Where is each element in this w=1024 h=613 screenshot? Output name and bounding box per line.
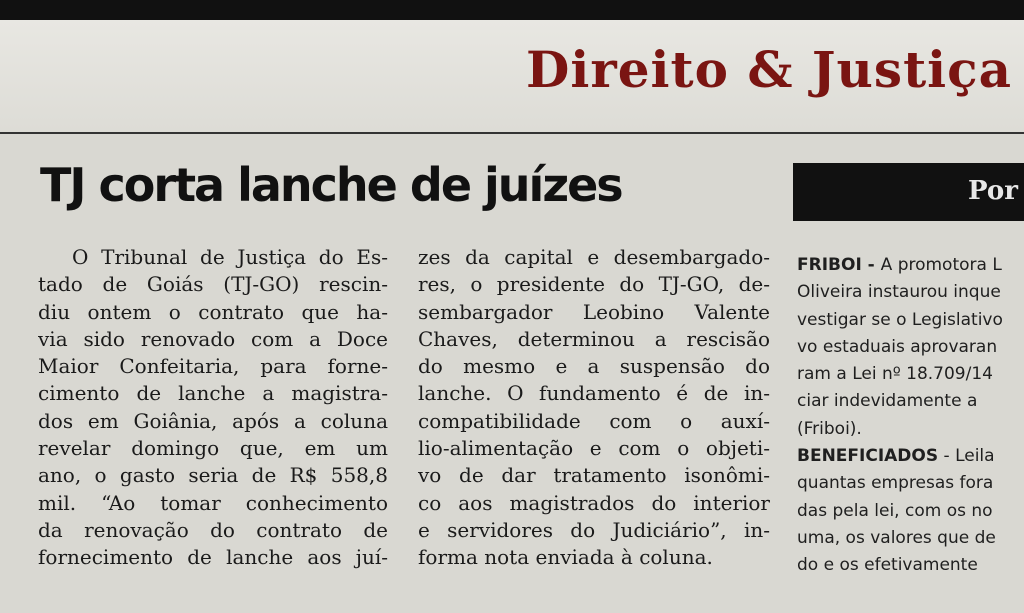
section-header (0, 20, 1024, 134)
top-dark-edge (0, 0, 1024, 20)
sidebar-column (797, 252, 1024, 613)
sidebar-item-label: FRIBOI - (797, 255, 881, 275)
sidebar-text: - Leila (938, 446, 995, 467)
article-line: da renovação do contrato de (38, 517, 388, 542)
article-line: e servidores do Judiciário”, in- (418, 517, 770, 542)
article-line: zes da capital e desembargado- (418, 245, 770, 269)
article-line: revelar domingo que, em um (38, 436, 388, 461)
sidebar-header-label: Por (968, 176, 1018, 206)
sidebar-item-label: BENEFICIADOS (797, 446, 939, 467)
sidebar-line: (Friboi). (797, 418, 862, 439)
article-column-1 (38, 244, 388, 572)
sidebar-line: quantas empresas fora (797, 473, 994, 494)
article-line: lanche. O fundamento é de in- (418, 381, 770, 406)
article-line: fornecimento de lanche aos juí- (38, 545, 388, 570)
sidebar-line: das pela lei, com os no (797, 500, 993, 521)
article-line: sembargador Leobino Valente (418, 299, 770, 324)
article-line: do mesmo e a suspensão do (418, 354, 770, 379)
sidebar-line: ram a Lei nº 18.709/14 (797, 364, 993, 385)
article-line: vo de dar tratamento isonômi- (418, 463, 770, 488)
article-line: mil. “Ao tomar conhecimento (38, 490, 388, 515)
article-line: co aos magistrados do interior (418, 490, 770, 515)
sidebar-line: vo estaduais aprovaran (797, 336, 998, 357)
article-line: res, o presidente do TJ-GO, de- (418, 272, 770, 297)
sidebar-line: ciar indevidamente a (797, 391, 978, 412)
sidebar-line: vestigar se o Legislativo (797, 309, 1003, 330)
article-line: tado de Goiás (TJ-GO) rescin- (38, 272, 388, 297)
sidebar-line: do e os efetivamente (797, 555, 978, 576)
article-line: dos em Goiânia, após a coluna (38, 408, 388, 433)
article-line: compatibilidade com o auxí- (418, 408, 770, 433)
sidebar-text: A promotora L (880, 255, 1002, 275)
article-line: via sido renovado com a Doce (38, 326, 388, 351)
section-title: Direito & Justiça (526, 40, 1012, 99)
article-line: Maior Confeitaria, para forne- (38, 354, 388, 379)
article-line: forma nota enviada à coluna. (418, 545, 713, 570)
article-line: cimento de lanche a magistra- (38, 381, 388, 406)
article-line: ano, o gasto seria de R$ 558,8 (38, 463, 388, 488)
article-line: lio-alimentação e com o objeti- (418, 436, 770, 461)
article-line: O Tribunal de Justiça do Es- (72, 245, 388, 269)
sidebar-line: uma, os valores que de (797, 527, 996, 548)
article-headline: TJ corta lanche de juízes (40, 158, 622, 212)
article-column-2 (418, 244, 770, 572)
article-line: diu ontem o contrato que ha- (38, 299, 388, 324)
sidebar-line (797, 443, 1024, 470)
sidebar-line: Oliveira instaurou inque (797, 282, 1001, 303)
article-line: Chaves, determinou a rescisão (418, 326, 770, 351)
sidebar-line (797, 252, 1024, 279)
